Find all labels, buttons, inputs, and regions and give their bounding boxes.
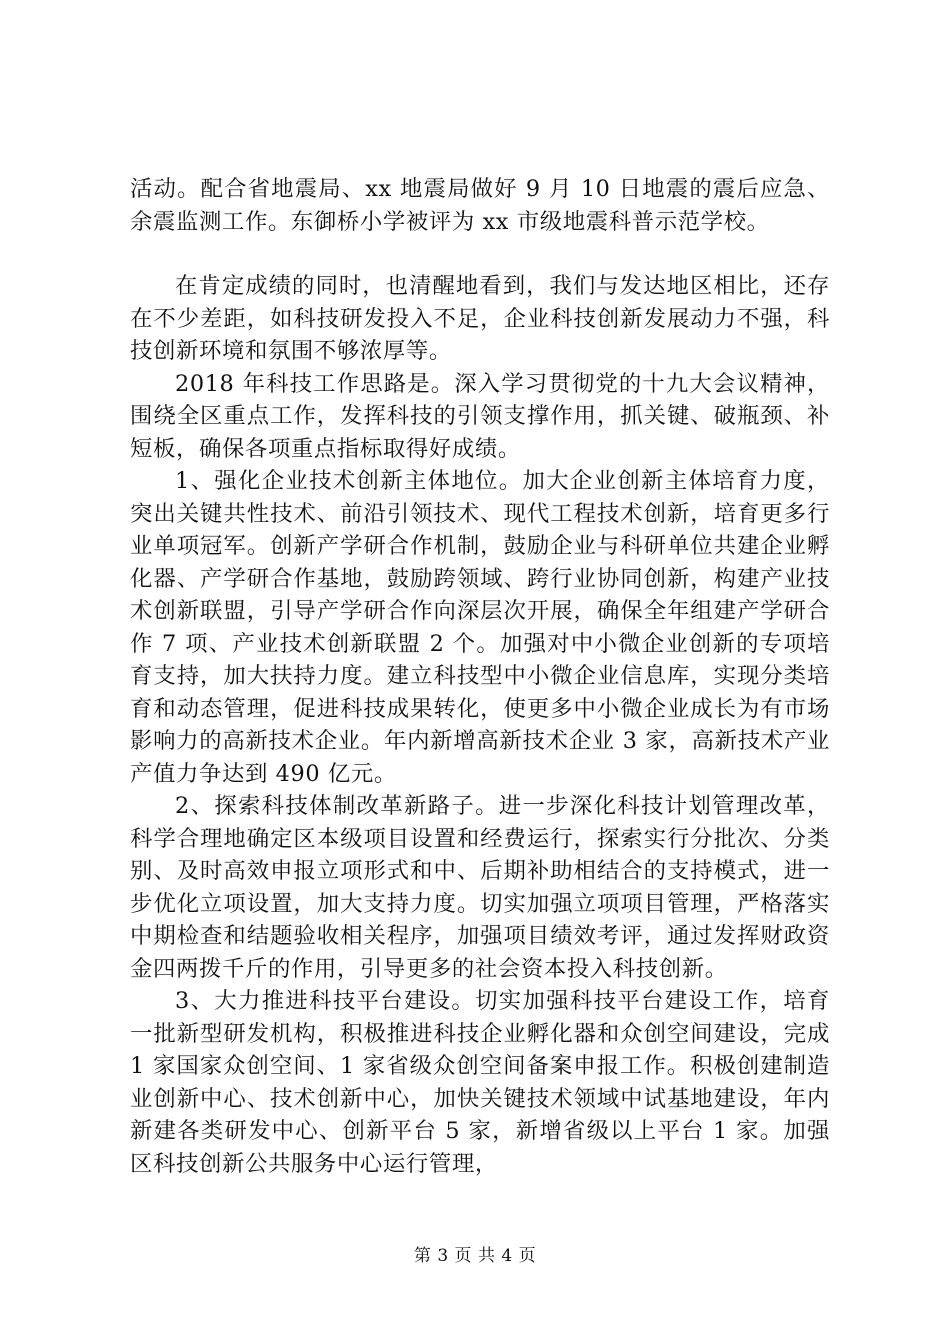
paragraph-gaps: 在肯定成绩的同时，也清醒地看到，我们与发达地区相比，还存在不少差距，如科技研发投入不足，企业科技创新发展动力不强，科技创新环境和氛围不够浓厚等。 (130, 273, 830, 364)
page-number-footer: 第 3 页 共 4 页 (413, 1246, 537, 1266)
paragraph-item-1: 1、强化企业技术创新主体地位。加大企业创新主体培育力度，突出关键共性技术、前沿引领技术、现代工程技术创新，培育更多行业单项冠军。创新产学研合作机制，鼓励企业与科研单位共建企业孵化器、产学研合作基地，鼓励跨领域、跨行业协同创新，构建产业技术创新联盟，引导产学研合作向深层次开展，确保全年组建产学研合作 7 项、产业技术创新联盟 2 个。加强对中小微企业创新的专项培育支持，加大扶持力度。建立科技型中小微企业信息库，实现分类培育和动态管理，促进科技成果转化，使更多中小微企业成长为有市场影响力的高新技术企业。年内新增高新技术企业 3 家，高新技术产业产值力争达到 490 亿元。 (130, 468, 830, 787)
document-body (130, 173, 830, 1180)
paragraph-continuation: 活动。配合省地震局、xx 地震局做好 9 月 10 日地震的震后应急、余震监测工作。东御桥小学被评为 xx 市级地震科普示范学校。 (130, 176, 830, 235)
paragraph-item-3: 3、大力推进科技平台建设。切实加强科技平台建设工作，培育一批新型研发机构，积极推进科技企业孵化器和众创空间建设，完成 1 家国家众创空间、1 家省级众创空间备案申报工作。积极创建制造业创新中心、技术创新中心，加快关键技术领域中试基地建设，年内新建各类研发中心、创新平台 5 家，新增省级以上平台 1 家。加强区科技创新公共服务中心运行管理， (130, 988, 830, 1177)
paragraph-item-2: 2、探索科技体制改革新路子。进一步深化科技计划管理改革，科学合理地确定区本级项目设置和经费运行，探索实行分批次、分类别、及时高效申报立项形式和中、后期补助相结合的支持模式，进一步优化立项设置，加大支持力度。切实加强立项项目管理，严格落实中期检查和结题验收相关程序，加强项目绩效考评，通过发挥财政资金四两拨千斤的作用，引导更多的社会资本投入科技创新。 (130, 793, 830, 982)
paragraph-2018-plan: 2018 年科技工作思路是。深入学习贯彻党的十九大会议精神，围绕全区重点工作，发挥科技的引领支撑作用，抓关键、破瓶颈、补短板，确保各项重点指标取得好成绩。 (130, 370, 830, 462)
